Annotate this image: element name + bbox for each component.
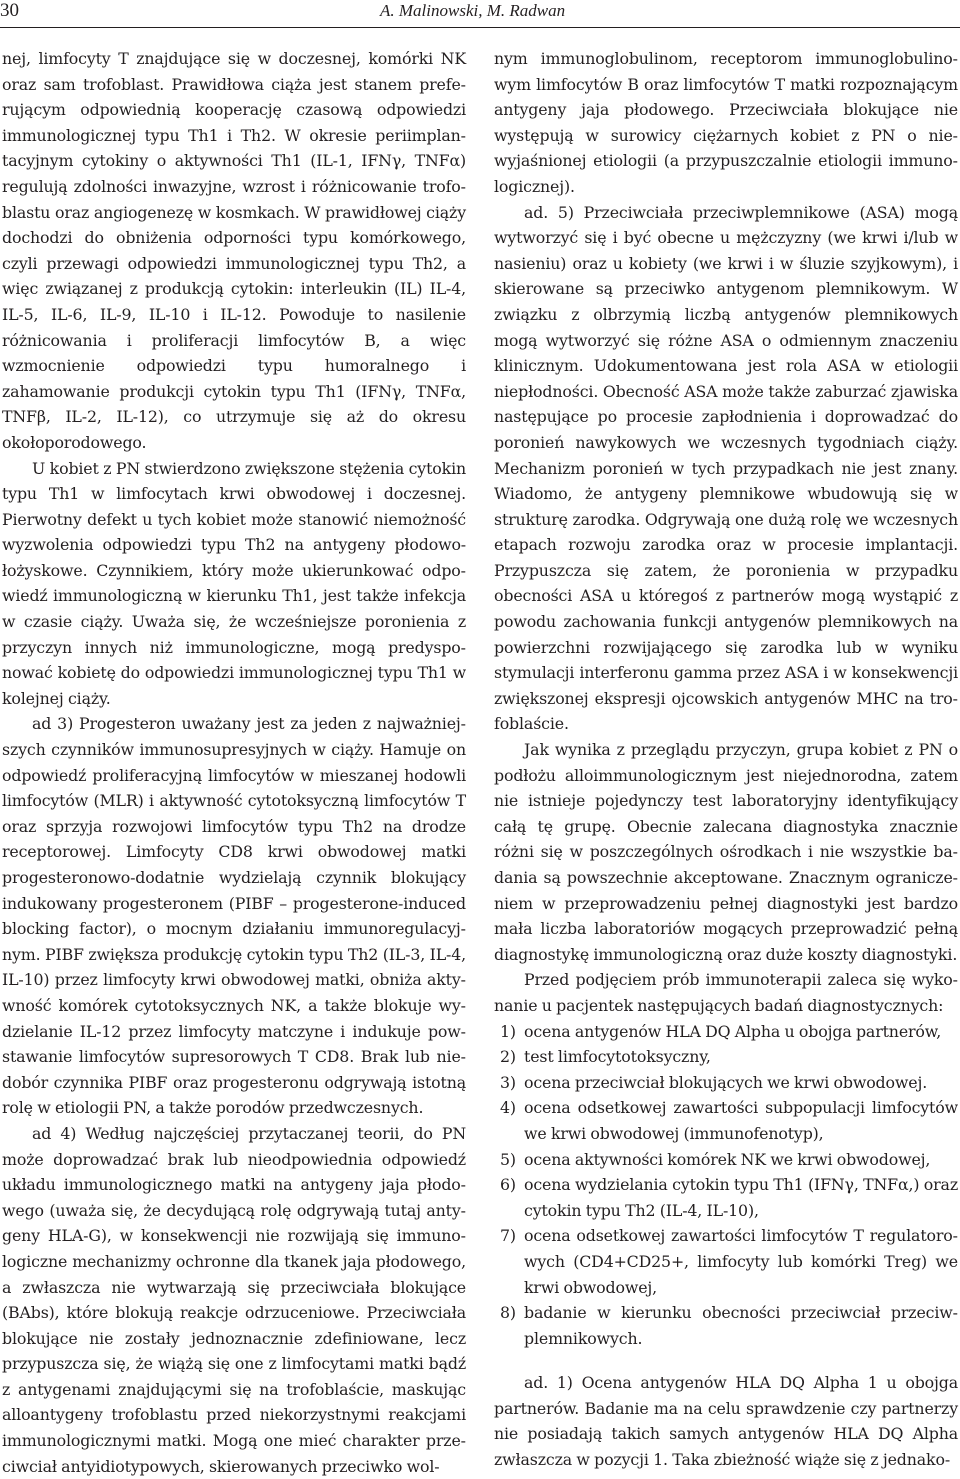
list-item-text: ocena odsetkowej zawartości limfocytów T regulatorowych (CD4+CD25+, limfocyty lub komórki Treg) we krwi obwodowej, <box>524 1226 958 1297</box>
paragraph-progesterone: ad 3) Progesteron uważany jest za jeden z najważniejszych czynników immunosupresyjnych w ciąży. Hamuje on odpowiedź proliferacyjną limfocytów w mieszanej hodowli limfocytów (MLR) i aktywność cytotoksyczną limfocytów T oraz sprzyja rozwojowi limfocytów typu Th2 na drodze receptorowej. Limfocyty CD8 krwi obwodowej matki progesteronowo-dodatnie wydzielają czynnik blokujący indukowany progesteronem (PIBF – progesterone-induced blocking factor), o mocnym działaniu immunoregulacyjnym. PIBF zwiększa produkcję cytokin typu Th2 (IL-3, IL-4, IL-10) przez limfocyty krwi obwodowej matki, obniża aktywność komórek cytotoksycznych NK, a także blokuje wydzielanie IL-12 przez limfocyty matczyne i indukuje powstawanie limfocytów supresorowych T CD8. Brak lub niedobór czynnika PIBF oraz progesteronu odgrywają istotną rolę w etiologii PN, a także porodów przedwczesnych. <box>2 714 466 1118</box>
list-item-number: 1) <box>500 1021 516 1041</box>
paragraph-pn-th1: U kobiet z PN stwierdzono zwiększone stężenia cytokin typu Th1 w limfocytach krwi obwodowej i doczesnej. Pierwotny defekt u tych kobiet może stanowić niemożność wyzwolenia odpowiedzi typu Th2 na antygeny płodowo-łożyskowe. Czynnikiem, który może ukierunkować odpowiedź immunologiczną w kierunku Th1, jest także infekcja w czasie ciąży. Uważa się, że wcześniejsze poronienia z przyczyn innych niż immunologiczne, mogą predysponować kobietę do odpowiedzi immunologicznej typu Th1 w kolejnej ciąży. <box>2 458 466 708</box>
header-rule <box>0 27 960 28</box>
running-title: A. Malinowski, M. Radwan <box>380 1 566 20</box>
paragraph-blocking-antibodies: ad 4) Według najczęściej przytaczanej teorii, do PN może doprowadzać brak lub nieodpowiednia odpowiedź układu immunologicznego matki na antygeny jaja płodowego (uważa się, że decydującą rolę odgrywają tutaj antygeny HLA-G), w konsekwencji nie rozwijają się immunologiczne mechanizmy ochronne dla tkanek jaja płodowego, a zwłaszcza nie wytwarzają się przeciwciała blokujące (BAbs), które blokują reakcje odrzuceniowe. Przeciwciała blokujące nie zostały jednoznacznie zdefiniowane, lecz przypuszcza się, że wiążą się one z limfocytami matki bądź z antygenami znajdującymi się na trofoblaście, maskując alloantygeny trofoblastu przed niekorzystnymi reakcjami immunologicznymi matki. Mogą one mieć charakter przeciwciał antyidiotypowych, skierowanych przeciwko wol- <box>2 1123 466 1476</box>
list-item <box>494 1147 958 1173</box>
list-item-text: test limfocytotoksyczny, <box>524 1047 711 1067</box>
list-item <box>494 1223 958 1300</box>
list-item-number: 2) <box>500 1047 516 1067</box>
list-item <box>494 1070 958 1096</box>
list-item-number: 5) <box>500 1149 516 1169</box>
diagnostic-list <box>494 1019 958 1352</box>
list-item-number: 7) <box>500 1226 516 1246</box>
list-item-number: 4) <box>500 1098 516 1118</box>
list-item-number: 6) <box>500 1175 516 1195</box>
left-column <box>2 46 466 1479</box>
paragraph-immunotherapy-intro: Przed podjęciem prób immunoterapii zaleca się wykonanie u pacjentek następujących badań diagnostycznych: <box>494 970 958 1015</box>
list-item-text: ocena wydzielania cytokin typu Th1 (IFNγ, TNFα,) oraz cytokin typu Th2 (IL-4, IL-10), <box>524 1175 958 1220</box>
list-item <box>494 1095 958 1146</box>
paragraph-asa: ad. 5) Przeciwciała przeciwplemnikowe (ASA) mogą wytworzyć się i być obecne u mężczyzny (we krwi i/lub w nasieniu) oraz u kobiety (we krwi i w śluzie szyjkowym), i skierowane są przeciwko antygenom plemnikowym. W związku z olbrzymią liczbą antygenów plemnikowych mogą wytworzyć się różne ASA o odmiennym znaczeniu klinicznym. Udokumentowana jest rola ASA w etiologii niepłodności. Obecność ASA może także zaburzać zjawiska następujące po procesie zapłodnienia i doprowadzać do poronień nawykowych we wczesnych tygodniach ciąży. Mechanizm poronień w tych przypadkach nie jest znany. Wiadomo, że antygeny plemnikowe wbudowują się w strukturę zarodka. Odgrywają one dużą rolę we wczesnych etapach rozwoju zarodka oraz w procesie implantacji. Przypuszcza się zatem, że poronienia w przypadku obecności ASA u któregoś z partnerów mogą wystąpić z powodu zachowania funkcji antygenów plemnikowych na powierzchni rozwijającego się zarodka lub w wyniku stymulacji interferonu gamma przez ASA i w konsekwencji zwiększonej ekspresji ojcowskich antygenów MHC na trofoblaście. <box>494 202 958 734</box>
paragraph-th1-th2: nej, limfocyty T znajdujące się w doczesnej, komórki NK oraz sam trofoblast. Prawidłowa ciąża jest stanem preferującym odpowiednią kooperację czasową odpowiedzi immunologicznej typu Th1 i Th2. W okresie periimplantacyjnym cytokiny o aktywności Th1 (IL-1, IFNγ, TNFα) regulują zdolności inwazyjne, wzrost i różnicowanie trofoblastu oraz angiogenezę w kosmkach. W prawidłowej ciąży dochodzi do obniżenia odporności typu komórkowego, czyli przewagi odpowiedzi immunologicznej typu Th2, a więc związanej z produkcją cytokin: interleukin (IL) IL-4, IL-5, IL-6, IL-9, IL-10 i IL-12. Powoduje to nasilenie różnicowania i proliferacji limfocytów B, a więc wzmocnienie odpowiedzi typu humoralnego i zahamowanie produkcji cytokin typu Th1 (IFNγ, TNFα, TNFβ, IL-2, IL-12), co utrzymuje się aż do okresu okołoporodowego. <box>2 49 466 452</box>
page-number: 30 <box>0 0 19 21</box>
right-column <box>494 46 958 1473</box>
list-item <box>494 1300 958 1351</box>
running-header <box>0 0 960 24</box>
list-item <box>494 1019 958 1045</box>
paragraph-hla-dq: ad. 1) Ocena antygenów HLA DQ Alpha 1 u obojga partnerów. Badanie ma na celu sprawdzenie czy partnerzy nie posiadają takich samych antygenów HLA DQ Alpha zwłaszcza w pozycji 1. Taka zbieżność wiąże się z jednako- <box>494 1373 958 1470</box>
paragraph-diagnostics: Jak wynika z przeglądu przyczyn, grupa kobiet z PN o podłożu alloimmunologicznym jest niejednorodna, zatem nie istnieje pojedynczy test laboratoryjny identyfikujący całą tę grupę. Obecnie zalecana diagnostyka znacznie różni się w poszczególnych ośrodkach i nie wszystkie badania są powszechnie akceptowane. Znacznym ograniczeniem w przeprowadzeniu pełnej diagnostyki jest bardzo mała liczba laboratoriów mogących przeprowadzić pełną diagnostykę immunologiczną oraz duże koszty diagnostyki. <box>494 740 958 964</box>
list-item-text: ocena przeciwciał blokujących we krwi obwodowej. <box>524 1072 928 1092</box>
list-item-text: ocena aktywności komórek NK we krwi obwodowej, <box>524 1149 931 1169</box>
list-item <box>494 1172 958 1223</box>
list-item-number: 3) <box>500 1072 516 1092</box>
list-item-text: ocena antygenów HLA DQ Alpha u obojga partnerów, <box>524 1021 942 1041</box>
paragraph-immunoglobulin-receptors: nym immunoglobulinom, receptorom immunoglobulinowym limfocytów B oraz limfocytów T matki rozpoznającym antygeny jaja płodowego. Przeciwciała blokujące nie występują w surowicy ciężarnych kobiet z PN o niewyjaśnionej etiologii (a przypuszczalnie etiologii immunologicznej). <box>494 49 958 196</box>
list-item-number: 8) <box>500 1303 516 1323</box>
list-item-text: ocena odsetkowej zawartości subpopulacji limfocytów we krwi obwodowej (immunofenotyp), <box>524 1098 958 1143</box>
list-item-text: badanie w kierunku obecności przeciwciał przeciwplemnikowych. <box>524 1303 958 1348</box>
list-item <box>494 1044 958 1070</box>
